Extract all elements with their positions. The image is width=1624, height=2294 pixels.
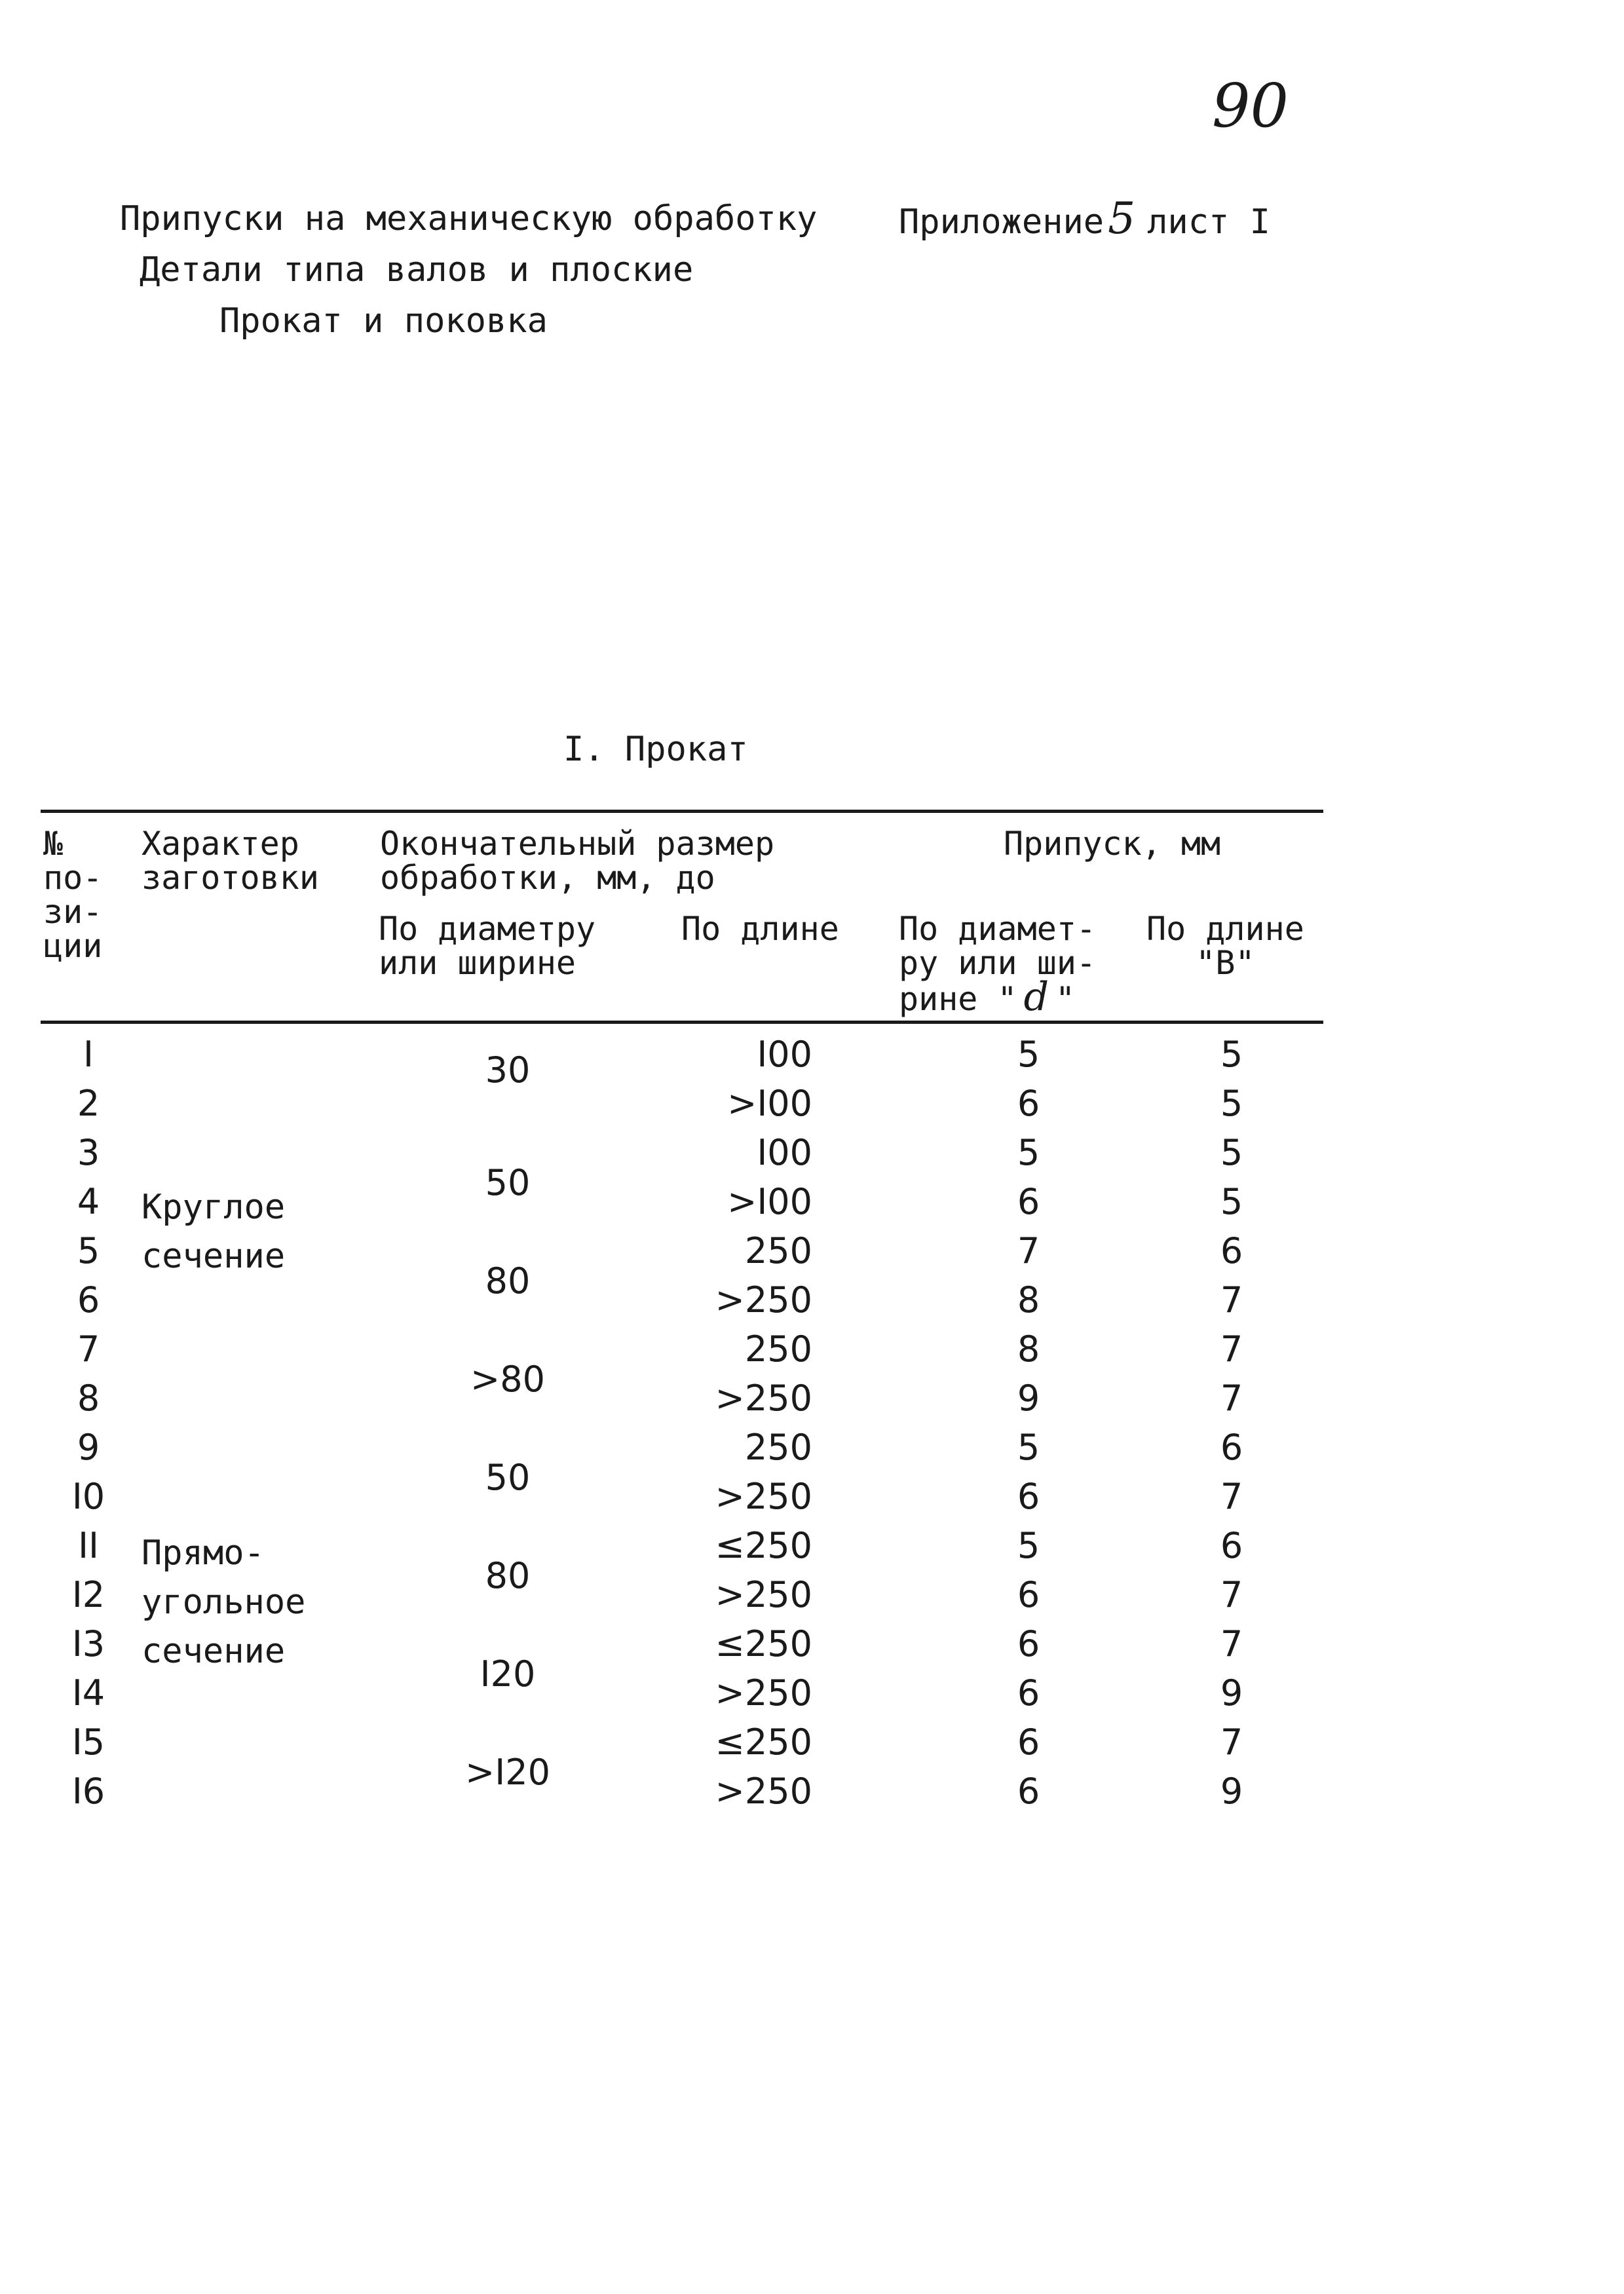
table-row [0, 1128, 1376, 1177]
allowance-b-cell: 7 [1220, 1476, 1243, 1517]
appendix-number: 5 [1108, 193, 1136, 244]
length-cell: >250 [715, 1771, 812, 1812]
header-position: № по- зи- ции [43, 825, 103, 965]
table-top-rule [41, 810, 1323, 813]
position-cell: I2 [71, 1574, 105, 1615]
appendix-reference [899, 193, 1270, 248]
allowance-d-cell: 6 [1017, 1672, 1040, 1714]
position-cell: 7 [77, 1328, 100, 1370]
diameter-cell: 50 [485, 1457, 531, 1498]
allowance-b-cell: 5 [1220, 1181, 1243, 1222]
allowance-b-cell: 6 [1220, 1525, 1243, 1566]
diameter-cell: >80 [470, 1359, 545, 1400]
allowance-d-cell: 6 [1017, 1083, 1040, 1124]
sheet-label: лист I [1147, 202, 1270, 242]
length-cell: ≤250 [715, 1721, 812, 1763]
allowance-b-cell: 7 [1220, 1279, 1243, 1321]
allowance-b-cell: 9 [1220, 1771, 1243, 1812]
diameter-cell: 80 [485, 1260, 531, 1302]
position-cell: I5 [71, 1721, 105, 1763]
allowance-d-cell: 8 [1017, 1328, 1040, 1370]
allowance-b-cell: 5 [1220, 1083, 1243, 1124]
allowance-d-cell: 6 [1017, 1721, 1040, 1763]
allowance-b-cell: 7 [1220, 1623, 1243, 1664]
table-row [0, 1275, 1376, 1325]
diameter-cell: 80 [485, 1555, 531, 1596]
allowance-d-cell: 6 [1017, 1181, 1040, 1222]
length-cell: >250 [715, 1574, 812, 1615]
length-cell: I00 [757, 1132, 812, 1173]
table-row [0, 1325, 1376, 1374]
length-cell: >I00 [727, 1083, 812, 1124]
allowance-d-cell: 6 [1017, 1623, 1040, 1664]
position-cell: II [78, 1525, 99, 1566]
diameter-cell: 50 [485, 1162, 531, 1203]
length-cell: 250 [744, 1230, 812, 1271]
allowance-d-cell: 5 [1017, 1034, 1040, 1075]
header-title-line1: Припуски на механическую обработку [120, 199, 818, 238]
allowance-d-cell: 5 [1017, 1132, 1040, 1173]
diameter-cell: 30 [485, 1049, 531, 1091]
allowance-b-cell: 6 [1220, 1230, 1243, 1271]
length-cell: >250 [715, 1279, 812, 1321]
position-cell: 5 [77, 1230, 100, 1271]
group-label-rectangular: Прямо- угольное сечение [142, 1533, 306, 1671]
allowance-b-cell: 5 [1220, 1132, 1243, 1173]
allowance-d-cell: 6 [1017, 1574, 1040, 1615]
allowance-d-cell: 9 [1017, 1378, 1040, 1419]
length-cell: I00 [757, 1034, 812, 1075]
position-cell: I3 [71, 1623, 105, 1664]
allowance-b-cell: 9 [1220, 1672, 1243, 1714]
symbol-d: d [1023, 974, 1049, 1020]
header-allowance-diameter: По диамет- ру или ши- рине " d " [899, 910, 1097, 1020]
position-cell: 2 [77, 1083, 100, 1124]
position-cell: I0 [71, 1476, 105, 1517]
allowance-d-cell: 7 [1017, 1230, 1040, 1271]
header-final-length: По длине [681, 910, 839, 948]
position-cell: I6 [71, 1771, 105, 1812]
table-row [0, 1619, 1376, 1668]
table-row [0, 1767, 1376, 1816]
length-cell: ≤250 [715, 1525, 812, 1566]
header-allowance: Припуск, мм [1004, 825, 1221, 863]
allowance-d-cell: 8 [1017, 1279, 1040, 1321]
section-title: I. Прокат [563, 730, 748, 769]
table-row [0, 1079, 1376, 1128]
header-title-line2: Детали типа валов и плоские [140, 250, 694, 290]
position-cell: 9 [77, 1427, 100, 1468]
table-row [0, 1030, 1376, 1079]
appendix-label: Приложение [899, 202, 1105, 242]
length-cell: >250 [715, 1672, 812, 1714]
position-cell: 8 [77, 1378, 100, 1419]
table-row [0, 1472, 1376, 1521]
table-row [0, 1718, 1376, 1767]
allowance-b-cell: 5 [1220, 1034, 1243, 1075]
length-cell: >250 [715, 1476, 812, 1517]
group-label-round: Круглое сечение [142, 1188, 286, 1276]
header-title-line3: Прокат и поковка [219, 301, 548, 341]
position-cell: 6 [77, 1279, 100, 1321]
page-number: 90 [1212, 71, 1289, 141]
diameter-cell: >I20 [465, 1752, 550, 1793]
allowance-b-cell: 7 [1220, 1721, 1243, 1763]
header-final-diameter: По диаметру или ширине [379, 910, 596, 982]
table-row [0, 1521, 1376, 1570]
length-cell: ≤250 [715, 1623, 812, 1664]
table-row [0, 1570, 1376, 1619]
allowance-b-cell: 7 [1220, 1328, 1243, 1370]
allowance-d-cell: 5 [1017, 1427, 1040, 1468]
position-cell: I4 [71, 1672, 105, 1714]
position-cell: 3 [77, 1132, 100, 1173]
allowance-d-cell: 6 [1017, 1771, 1040, 1812]
allowance-b-cell: 6 [1220, 1427, 1243, 1468]
length-cell: >I00 [727, 1181, 812, 1222]
position-cell: 4 [77, 1181, 100, 1222]
table-row [0, 1668, 1376, 1718]
allowance-b-cell: 7 [1220, 1574, 1243, 1615]
header-final-size: Окончательный размер обработки, мм, до [380, 825, 775, 897]
allowance-d-cell: 5 [1017, 1525, 1040, 1566]
allowance-d-cell: 6 [1017, 1476, 1040, 1517]
header-allowance-length: По длине "В" [1146, 910, 1304, 982]
length-cell: >250 [715, 1378, 812, 1419]
diameter-cell: I20 [480, 1653, 536, 1695]
header-workpiece: Характер заготовки [142, 825, 319, 897]
table-row [0, 1226, 1376, 1275]
table-row [0, 1374, 1376, 1423]
allowance-b-cell: 7 [1220, 1378, 1243, 1419]
table-header-rule [41, 1021, 1323, 1024]
table-row [0, 1177, 1376, 1226]
length-cell: 250 [744, 1427, 812, 1468]
position-cell: I [83, 1034, 94, 1075]
length-cell: 250 [744, 1328, 812, 1370]
table-row [0, 1423, 1376, 1472]
